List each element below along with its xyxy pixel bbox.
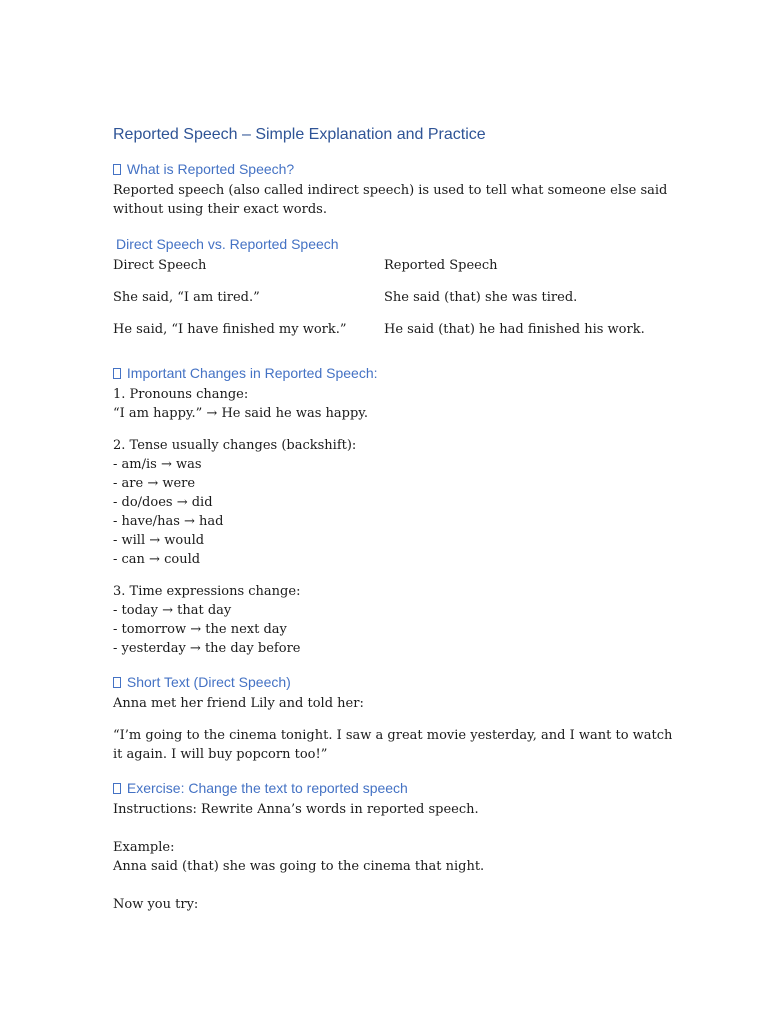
blank-line bbox=[113, 819, 673, 838]
list-item: - yesterday → the day before bbox=[113, 641, 301, 656]
section-heading-what-is bbox=[113, 159, 673, 179]
table-header-reported: Reported Speech bbox=[384, 258, 498, 273]
exercise-instructions: Instructions: Rewrite Anna’s words in reported speech. bbox=[113, 802, 479, 817]
time-expressions-block bbox=[113, 582, 673, 658]
intro-paragraph: Reported speech (also called indirect speech) is used to tell what someone else said without using their exact words. bbox=[113, 183, 668, 217]
list-item: “I am happy.” → He said he was happy. bbox=[113, 406, 369, 421]
section-heading-text: Important Changes in Reported Speech: bbox=[126, 365, 378, 381]
list-item: - are → were bbox=[113, 476, 196, 491]
pronouns-block bbox=[113, 385, 673, 423]
document-title: Reported Speech – Simple Explanation and Practice bbox=[113, 126, 486, 143]
list-item: - can → could bbox=[113, 552, 201, 567]
list-item: - have/has → had bbox=[113, 514, 224, 529]
section-heading-exercise bbox=[113, 778, 673, 798]
table-cell: She said, “I am tired.” bbox=[113, 290, 260, 305]
table-cell: She said (that) she was tired. bbox=[384, 290, 578, 305]
missing-glyph-icon bbox=[113, 783, 121, 794]
section-heading-direct-vs-reported bbox=[113, 234, 673, 254]
table-cell: He said, “I have finished my work.” bbox=[113, 322, 347, 337]
section-heading-text: Exercise: Change the text to reported speech bbox=[126, 780, 408, 796]
list-item: - will → would bbox=[113, 533, 205, 548]
example-label: Example: bbox=[113, 840, 175, 855]
section-heading-text: Direct Speech vs. Reported Speech bbox=[116, 236, 339, 252]
tense-block bbox=[113, 436, 673, 569]
table-header-direct: Direct Speech bbox=[113, 258, 207, 273]
blank-line bbox=[113, 876, 673, 895]
short-text-intro: Anna met her friend Lily and told her: bbox=[113, 696, 364, 711]
list-item: - tomorrow → the next day bbox=[113, 622, 287, 637]
section-heading-short-text bbox=[113, 672, 673, 692]
missing-glyph-icon bbox=[113, 677, 121, 688]
list-title: 3. Time expressions change: bbox=[113, 584, 301, 599]
table-cell: He said (that) he had finished his work. bbox=[384, 322, 645, 337]
comparison-table bbox=[113, 256, 673, 339]
example-text: Anna said (that) she was going to the cinema that night. bbox=[113, 859, 485, 874]
section-heading-text: Short Text (Direct Speech) bbox=[126, 674, 291, 690]
list-title: 1. Pronouns change: bbox=[113, 387, 249, 402]
missing-glyph-icon bbox=[113, 164, 121, 175]
list-item: - am/is → was bbox=[113, 457, 202, 472]
list-item: - today → that day bbox=[113, 603, 232, 618]
section-heading-text: What is Reported Speech? bbox=[126, 161, 295, 177]
section-heading-important-changes bbox=[113, 363, 673, 383]
now-you-try-label: Now you try: bbox=[113, 897, 199, 912]
short-text-quote: “I’m going to the cinema tonight. I saw a great movie yesterday, and I want to watch it again. I will buy popcorn too!” bbox=[113, 728, 673, 762]
missing-glyph-icon bbox=[113, 368, 121, 379]
document-content bbox=[113, 124, 673, 914]
list-title: 2. Tense usually changes (backshift): bbox=[113, 438, 357, 453]
list-item: - do/does → did bbox=[113, 495, 213, 510]
